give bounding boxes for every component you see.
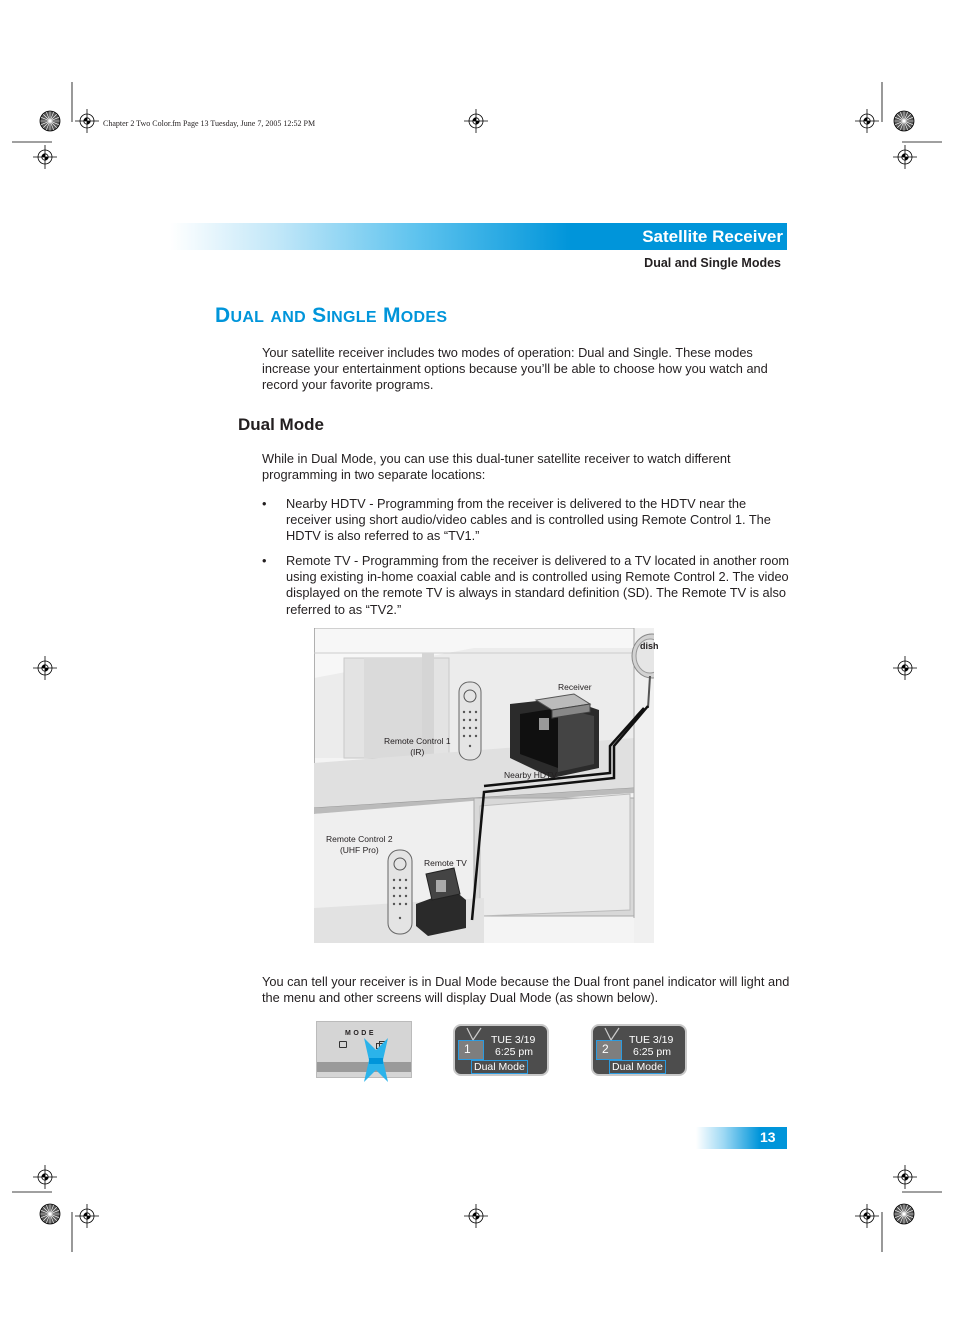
tv1-mode: Dual Mode	[471, 1060, 528, 1074]
house-diagram	[314, 628, 654, 943]
dual-mode-intro: While in Dual Mode, you can use this dual-tuner satellite receiver to watch different programming in two separate locations:	[262, 451, 731, 483]
receiver-label: Receiver	[558, 682, 592, 692]
indicator-light-icon	[361, 1038, 391, 1084]
remote-control-2-icon	[388, 850, 412, 934]
dual-mode-heading: Dual Mode	[238, 415, 324, 434]
bullet-symbol: •	[262, 496, 267, 511]
tv2-number: 2	[602, 1042, 609, 1056]
front-panel-mode-indicator	[316, 1021, 412, 1078]
remote-tv-label: Remote TV	[424, 858, 467, 868]
tv1-time: 6:25 pm	[495, 1046, 533, 1058]
tv2-mode: Dual Mode	[609, 1060, 666, 1074]
tv1-date: TUE 3/19	[491, 1034, 536, 1046]
tv1-banner	[453, 1024, 549, 1076]
tv2-time: 6:25 pm	[633, 1046, 671, 1058]
dish-logo: dish	[640, 641, 659, 651]
tv1-number: 1	[464, 1042, 471, 1056]
nearby-hdtv-label: Nearby HDTV	[504, 770, 557, 780]
remote-control-1-label: Remote Control 1 (IR)	[384, 736, 451, 757]
tv2-date: TUE 3/19	[629, 1034, 674, 1046]
single-mode-icon	[339, 1041, 347, 1048]
page-title: DUAL AND SINGLE MODES	[215, 304, 448, 327]
section-title: Satellite Receiver	[642, 227, 783, 246]
intro-paragraph: Your satellite receiver includes two modes of operation: Dual and Single. These modes increase your entertainment options because you’ll be able to choose how you watch and record your favorite programs.	[262, 345, 768, 393]
section-subtitle: Dual and Single Modes	[644, 256, 781, 270]
remote-control-2-label: Remote Control 2 (UHF Pro)	[326, 834, 393, 855]
tv2-banner	[591, 1024, 687, 1076]
bullet-symbol: •	[262, 553, 267, 568]
bullet-remote-tv: Remote TV - Programming from the receiver is delivered to a TV located in another room using existing in-home coaxial cable and is controlled using Remote Control 2. The video displayed on the remote TV is always in standard definition (SD). The Remote TV is also referred to as “TV2.”	[286, 553, 790, 617]
file-slug: Chapter 2 Two Color.fm Page 13 Tuesday, June 7, 2005 12:52 PM	[103, 119, 316, 128]
mode-label: MODE	[345, 1030, 376, 1037]
remote-control-1-icon	[459, 682, 481, 760]
page-number: 13	[760, 1129, 776, 1145]
indicator-paragraph: You can tell your receiver is in Dual Mode because the Dual front panel indicator will light and the menu and other screens will display Dual Mode (as shown below).	[262, 974, 790, 1006]
dual-mode-illustration	[314, 628, 659, 943]
bullet-nearby-hdtv: Nearby HDTV - Programming from the receiver is delivered to the HDTV near the receiver using short audio/video cables and is controlled using Remote Control 1. The HDTV is also referred to as “TV1.”	[286, 496, 771, 544]
